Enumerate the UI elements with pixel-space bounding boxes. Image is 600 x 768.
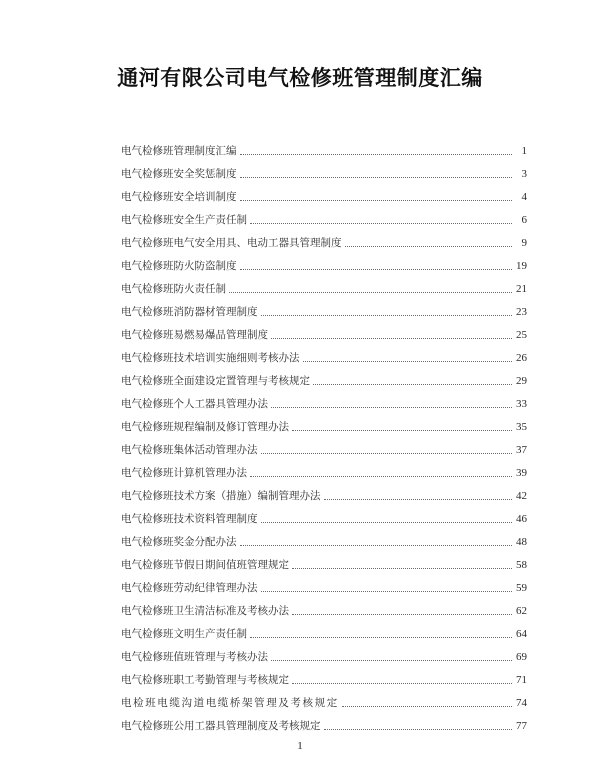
- toc-entry-label: 电气检修班技术培训实施细则考核办法: [121, 352, 300, 364]
- toc-entry[interactable]: [121, 618, 527, 641]
- toc-entry-page: 23: [516, 306, 527, 318]
- toc-dot-leader: [261, 453, 513, 454]
- toc-entry[interactable]: [121, 158, 527, 181]
- toc-entry-label: 电气检修班个人工器具管理办法: [121, 398, 268, 410]
- toc-entry-label: 电气检修班技术资料管理制度: [121, 513, 258, 525]
- toc-entry[interactable]: [121, 135, 527, 158]
- toc-dot-leader: [261, 522, 513, 523]
- toc-entry-label: 电气检修班值班管理与考核办法: [121, 651, 268, 663]
- toc-dot-leader: [229, 292, 512, 293]
- toc-dot-leader: [261, 591, 513, 592]
- toc-dot-leader: [324, 499, 513, 500]
- toc-entry-page: 46: [516, 513, 527, 525]
- document-title: 通河有限公司电气检修班管理制度汇编: [117, 66, 483, 90]
- toc-dot-leader: [271, 338, 512, 339]
- toc-entry-label: 电气检修班节假日期间值班管理规定: [121, 559, 289, 571]
- toc-entry-page: 39: [516, 467, 527, 479]
- toc-dot-leader: [250, 637, 512, 638]
- toc-entry-label: 电气检修班消防器材管理制度: [121, 306, 258, 318]
- toc-dot-leader: [292, 614, 512, 615]
- toc-entry[interactable]: [121, 687, 527, 710]
- toc-entry-label: 电气检修班防火防盗制度: [121, 260, 237, 272]
- toc-dot-leader: [240, 177, 513, 178]
- toc-entry-label: 电气检修班劳动纪律管理办法: [121, 582, 258, 594]
- toc-entry-label: 电气检修班全面建设定置管理与考核规定: [121, 375, 310, 387]
- toc-dot-leader: [292, 568, 512, 569]
- toc-dot-leader: [240, 154, 513, 155]
- toc-entry-label: 电气检修班奖金分配办法: [121, 536, 237, 548]
- toc-entry-page: 9: [521, 237, 527, 249]
- toc-dot-leader: [345, 246, 513, 247]
- toc-entry-page: 29: [516, 375, 527, 387]
- toc-entry-label: 电气检修班公用工器具管理制度及考核规定: [121, 720, 321, 732]
- toc-entry-label: 电气检修班技术方案（措施）编制管理办法: [121, 490, 321, 502]
- toc-entry[interactable]: [121, 319, 527, 342]
- toc-dot-leader: [324, 729, 513, 730]
- toc-entry-page: 4: [521, 191, 527, 203]
- toc-entry-label: 电气检修班集体活动管理办法: [121, 444, 258, 456]
- toc-entry[interactable]: [121, 549, 527, 572]
- table-of-contents: [121, 135, 527, 733]
- toc-entry-label: 电气检修班管理制度汇编: [121, 145, 237, 157]
- toc-entry-page: 77: [516, 720, 527, 732]
- toc-entry[interactable]: [121, 664, 527, 687]
- toc-entry-label: 电气检修班防火责任制: [121, 283, 226, 295]
- toc-dot-leader: [261, 315, 513, 316]
- toc-entry[interactable]: [121, 503, 527, 526]
- toc-dot-leader: [240, 269, 513, 270]
- toc-entry[interactable]: [121, 250, 527, 273]
- toc-dot-leader: [240, 200, 513, 201]
- page-number: 1: [297, 740, 303, 752]
- toc-entry-label: 电气检修班文明生产责任制: [121, 628, 247, 640]
- toc-entry[interactable]: [121, 365, 527, 388]
- toc-dot-leader: [313, 384, 512, 385]
- toc-entry-page: 6: [521, 214, 527, 226]
- toc-dot-leader: [303, 361, 513, 362]
- toc-entry-page: 71: [516, 674, 527, 686]
- toc-entry-page: 62: [516, 605, 527, 617]
- toc-entry[interactable]: [121, 388, 527, 411]
- toc-dot-leader: [342, 706, 512, 707]
- toc-entry[interactable]: [121, 227, 527, 250]
- toc-entry-page: 42: [516, 490, 527, 502]
- toc-dot-leader: [240, 545, 513, 546]
- toc-entry[interactable]: [121, 434, 527, 457]
- toc-entry-label: 电气检修班安全培训制度: [121, 191, 237, 203]
- toc-entry[interactable]: [121, 181, 527, 204]
- toc-entry-page: 58: [516, 559, 527, 571]
- toc-entry-label: 电气检修班电气安全用具、电动工器具管理制度: [121, 237, 342, 249]
- toc-entry-label: 电气检修班安全生产责任制: [121, 214, 247, 226]
- toc-dot-leader: [250, 223, 512, 224]
- toc-entry-label: 电气检修班计算机管理办法: [121, 467, 247, 479]
- toc-dot-leader: [250, 476, 512, 477]
- toc-entry-page: 1: [521, 145, 527, 157]
- toc-entry-page: 74: [516, 697, 527, 709]
- toc-entry[interactable]: [121, 641, 527, 664]
- toc-entry-page: 69: [516, 651, 527, 663]
- toc-entry[interactable]: [121, 710, 527, 733]
- toc-dot-leader: [292, 683, 512, 684]
- toc-entry-page: 35: [516, 421, 527, 433]
- toc-dot-leader: [271, 407, 512, 408]
- toc-entry[interactable]: [121, 572, 527, 595]
- toc-entry-page: 19: [516, 260, 527, 272]
- toc-entry-label: 电气检修班规程编制及修订管理办法: [121, 421, 289, 433]
- toc-entry[interactable]: [121, 204, 527, 227]
- toc-entry[interactable]: [121, 526, 527, 549]
- toc-entry-page: 26: [516, 352, 527, 364]
- toc-entry-page: 37: [516, 444, 527, 456]
- toc-entry[interactable]: [121, 480, 527, 503]
- toc-entry[interactable]: [121, 342, 527, 365]
- toc-dot-leader: [271, 660, 512, 661]
- toc-entry-page: 33: [516, 398, 527, 410]
- toc-entry-label: 电气检修班易燃易爆品管理制度: [121, 329, 268, 341]
- toc-entry-page: 21: [516, 283, 527, 295]
- toc-dot-leader: [292, 430, 512, 431]
- toc-entry-label: 电气检修班安全奖惩制度: [121, 168, 237, 180]
- toc-entry[interactable]: [121, 595, 527, 618]
- toc-entry-label: 电气检修班职工考勤管理与考核规定: [121, 674, 289, 686]
- toc-entry-label: 电检班电缆沟道电缆桥架管理及考核规定: [121, 697, 339, 709]
- toc-entry-page: 25: [516, 329, 527, 341]
- toc-entry[interactable]: [121, 296, 527, 319]
- toc-entry-page: 59: [516, 582, 527, 594]
- toc-entry-label: 电气检修班卫生清洁标准及考核办法: [121, 605, 289, 617]
- toc-entry-page: 3: [521, 168, 527, 180]
- toc-entry-page: 48: [516, 536, 527, 548]
- toc-entry-page: 64: [516, 628, 527, 640]
- toc-entry[interactable]: [121, 411, 527, 434]
- toc-entry[interactable]: [121, 457, 527, 480]
- toc-entry[interactable]: [121, 273, 527, 296]
